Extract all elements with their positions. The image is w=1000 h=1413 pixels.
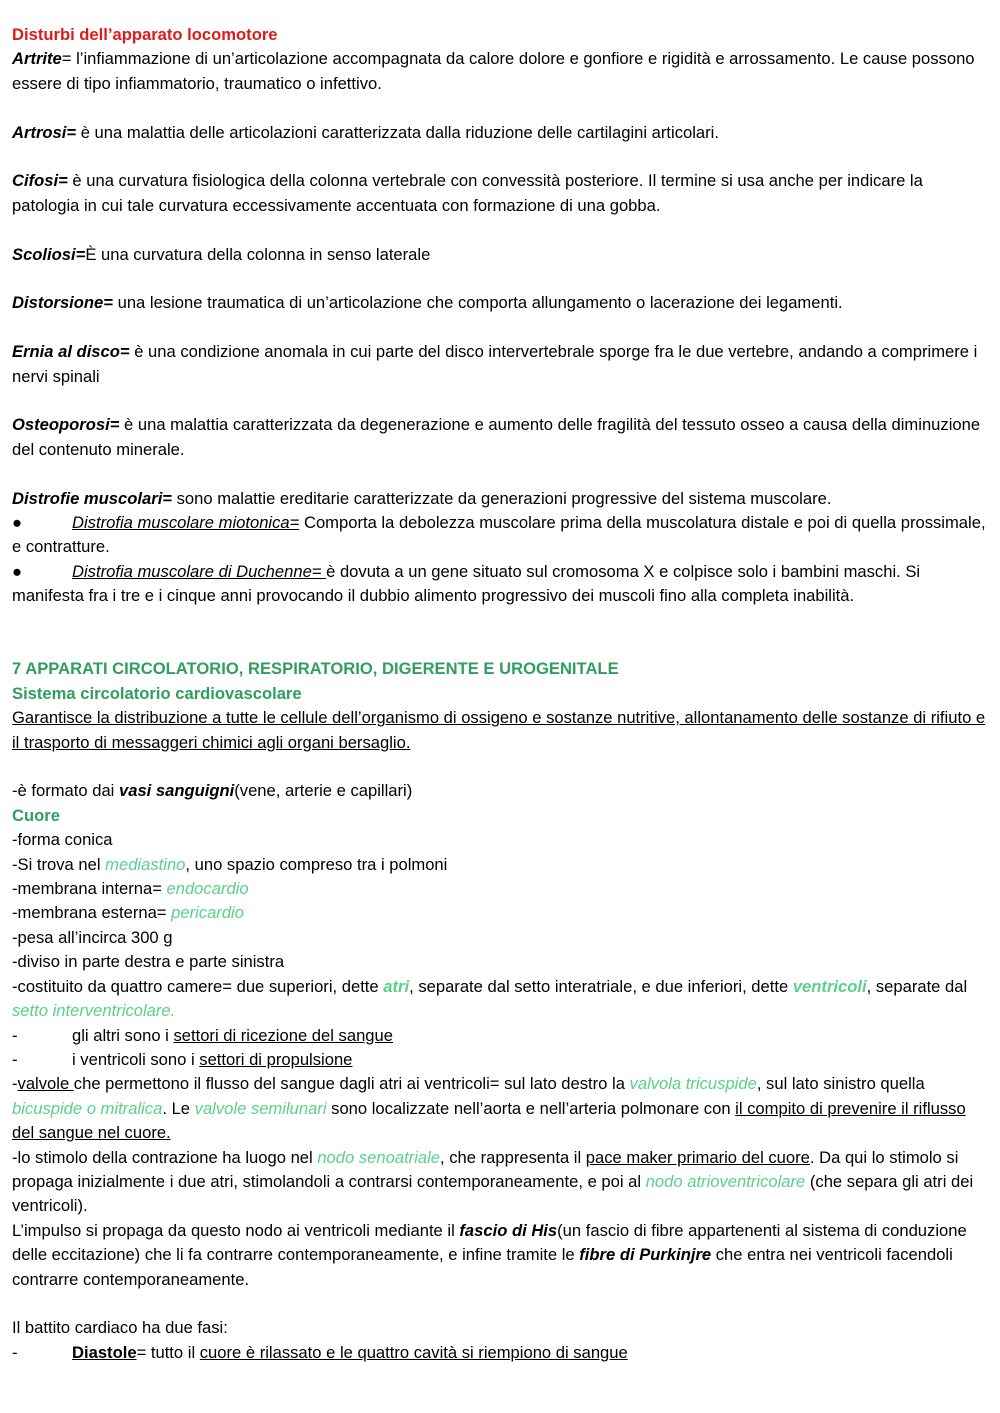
para-valvole: -valvole che permettono il flusso del sangue dagli atri ai ventricoli= sul lato destro la valvola tricuspide, sul lato sinistro quella bicuspide o mitralica. Le valvole semilunari sono localizzate nell’aorta e nell’arteria polmonare con il compito di prevenire il riflusso del sangue nel cuore. — [12, 1074, 966, 1143]
bullet-icon: ● — [12, 561, 23, 581]
line-forma: -forma conica — [12, 830, 113, 850]
def-artrite: Artrite= l’infiammazione di un’articolazione accompagnata da calore dolore e gonfiore e rigidità e arrossamento. Le cause possono essere di tipo infiammatorio, traumatico o infettivo. — [12, 49, 975, 93]
dash-item-atri: - gli altri sono i settori di ricezione del sangue — [12, 1025, 393, 1045]
subsection-title-circolatorio: Sistema circolatorio cardiovascolare — [12, 683, 302, 703]
para-impulso: L’impulso si propaga da questo nodo ai ventricoli mediante il fascio di His(un fascio di fibre appartenenti al sistema di conduzione delle eccitazione) che li fa contrarre contemporaneamente, e infine tramite le fibre di Purkinjre che entra nei ventricoli facendoli contrarre contemporaneamente. — [12, 1220, 967, 1289]
bullet-duchenne: ● Distrofia muscolare di Duchenne= è dovuta a un gene situato sul cromosoma X e colpisce solo i bambini maschi. Si manifesta fra i tre e i cinque anni provocando il dubbio alimento progressivo dei muscoli fino alla completa inabilità. — [12, 561, 921, 606]
line-battito: Il battito cardiaco ha due fasi: — [12, 1318, 228, 1338]
bullet-icon: ● — [12, 513, 23, 533]
def-osteoporosi: Osteoporosi= è una malattia caratterizzata da degenerazione e aumento delle fragilità del tessuto osseo a causa della diminuzione del contenuto minerale. — [12, 415, 981, 459]
bullet-miotonica: ● Distrofia muscolare miotonica= Comporta la debolezza muscolare prima della muscolatura distale e poi di quella prossimale, e contratture. — [12, 513, 986, 557]
line-peso: -pesa all’incirca 300 g — [12, 927, 173, 947]
line-vasi: -è formato dai vasi sanguigni(vene, arterie e capillari) — [12, 781, 413, 801]
section-title-locomotore: Disturbi dell’apparato locomotore — [12, 25, 278, 44]
cuore-title: Cuore — [12, 805, 60, 825]
def-cifosi: Cifosi= è una curvatura fisiologica della colonna vertebrale con convessità posteriore. Il termine si usa anche per indicare la patologia in cui tale curvatura eccessivamente accentuata con formazione di una gobba. — [12, 171, 923, 215]
intro-paragraph: Garantisce la distribuzione a tutte le cellule dell’organismo di ossigeno e sostanze nutritive, allontanamento delle sostanze di rifiuto e il trasporto di messaggeri chimici agli organi bersaglio. — [12, 708, 986, 752]
para-stimolo: -lo stimolo della contrazione ha luogo nel nodo senoatriale, che rappresenta il pace maker primario del cuore. Da qui lo stimolo si propaga inizialmente i due atri, stimolandoli a contrarsi contemporaneamente, e poi al nodo atrioventricolare (che separa gli atri dei ventricoli). — [12, 1147, 974, 1216]
def-distrofie: Distrofie muscolari= sono malattie ereditarie caratterizzate da generazioni progressive del sistema muscolare. — [12, 488, 832, 508]
def-ernia: Ernia al disco= è una condizione anomala in cui parte del disco intervertebrale sporge fra le due vertebre, andando a comprimere i nervi spinali — [12, 342, 978, 386]
def-artrosi: Artrosi= è una malattia delle articolazioni caratterizzata dalla riduzione delle cartilagini articolari. — [12, 122, 719, 142]
line-camere: -costituito da quattro camere= due superiori, dette atri, separate dal setto interatriale, e due inferiori, dette ventricoli, separate dal setto interventricolare. — [12, 976, 968, 1021]
section-title-apparati: 7 APPARATI CIRCOLATORIO, RESPIRATORIO, DIGERENTE E UROGENITALE — [12, 659, 619, 679]
document-page — [12, 23, 988, 1365]
line-pericardio: -membrana esterna= pericardio — [12, 903, 244, 923]
dash-item-ventricoli: - i ventricoli sono i settori di propulsione — [12, 1049, 353, 1069]
line-endocardio: -membrana interna= endocardio — [12, 879, 249, 899]
line-diviso: -diviso in parte destra e parte sinistra — [12, 952, 285, 972]
def-distorsione: Distorsione= una lesione traumatica di un’articolazione che comporta allungamento o lacerazione dei legamenti. — [12, 293, 843, 313]
line-mediastino: -Si trova nel mediastino, uno spazio compreso tra i polmoni — [12, 854, 448, 874]
dash-item-diastole: - Diastole= tutto il cuore è rilassato e le quattro cavità si riempiono di sangue — [12, 1342, 628, 1362]
def-scoliosi: Scoliosi=È una curvatura della colonna in senso laterale — [12, 244, 431, 264]
term-artrite: Artrite — [12, 49, 62, 69]
